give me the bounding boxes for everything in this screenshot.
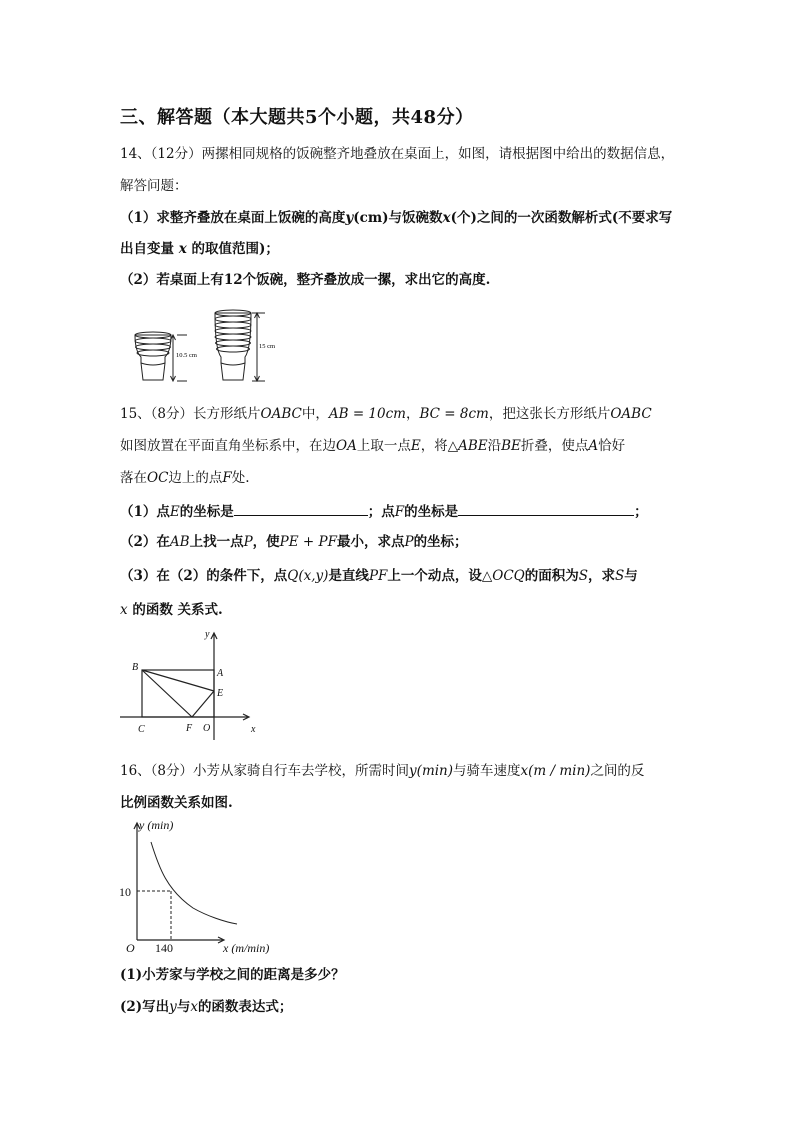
q15-l2-d: 沿 xyxy=(487,438,502,454)
q15-l2-a-pt: A xyxy=(588,438,599,454)
q14-part2: （2）若桌面上有12个饭碗，整齐叠放成一摞，求出它的高度. xyxy=(120,272,491,288)
q16-part2 xyxy=(120,998,292,1016)
q15-p3-pf: PF xyxy=(368,568,388,584)
q15-p2-c: ，使 xyxy=(252,534,280,550)
label-c: C xyxy=(138,724,145,735)
q15-p1-e: E xyxy=(169,504,180,520)
label-y: y xyxy=(205,629,210,640)
q15-p3-q: Q(x,y) xyxy=(287,568,329,584)
graph-origin: O xyxy=(126,941,135,954)
graph-ylabel: y (min) xyxy=(139,818,174,832)
q15-l3-a: 落在 xyxy=(120,470,147,486)
inverse-curve xyxy=(151,842,237,924)
left-bowl-stack xyxy=(135,332,171,380)
q16-l1-y: y xyxy=(409,763,417,779)
q15-l2-be: BE xyxy=(501,438,521,454)
q15-p2-p: P xyxy=(243,534,253,550)
q15-p3-s2: S xyxy=(615,568,625,584)
q15-p1-a: （1）点 xyxy=(120,504,170,520)
q15-l1-a: 15、（8分）长方形纸片 xyxy=(120,406,261,422)
q15-p2-sum: PE + PF xyxy=(279,534,337,550)
q15-p1-f: F xyxy=(394,504,405,520)
q15-l2-e2: 折叠，使点 xyxy=(520,438,589,454)
q14-part1-line2-b: 的取值范围)； xyxy=(191,241,279,257)
q14-part1-line2-a: 出自变量 xyxy=(120,241,174,257)
q16-p2-c: 的函数表达式； xyxy=(197,999,293,1015)
q16-l1-b: 与骑车速度 xyxy=(453,763,521,779)
q16-l1-x: x xyxy=(520,763,529,779)
q15-p2-e: 的坐标； xyxy=(413,534,468,550)
q15-l3-oc: OC xyxy=(147,470,169,486)
q15-l1-b: 中， xyxy=(301,406,329,422)
q15-p3-a: （3）在（2）的条件下，点 xyxy=(120,568,288,584)
q15-p2-b: 上找一点 xyxy=(189,534,244,550)
label-f: F xyxy=(186,723,193,734)
q15-l1-oabc2: OABC xyxy=(610,406,652,422)
q16-graph xyxy=(115,812,315,954)
q16-p2-a: (2)写出 xyxy=(120,999,170,1015)
segment-fe xyxy=(192,691,214,717)
q16-l1-a: 16、（8分）小芳从家骑自行车去学校，所需时间 xyxy=(120,763,410,779)
left-height-label: 10.5 cm xyxy=(176,352,197,359)
q15-p3-b: 是直线 xyxy=(328,568,369,584)
q15-p3-tri: △OCQ xyxy=(481,568,525,584)
q15-l2-tri: △ABE xyxy=(447,438,488,454)
right-bowl-stack xyxy=(215,310,251,380)
q15-answer-f-blank[interactable] xyxy=(458,501,634,516)
label-b: B xyxy=(132,662,139,673)
q15-l2-a: 如图放置在平面直角坐标系中，在边 xyxy=(120,438,336,454)
q15-p4-x: x xyxy=(120,602,128,618)
label-x: x xyxy=(251,724,256,735)
q16-l1-c: 之间的反 xyxy=(590,763,645,779)
q15-l2-oa: OA xyxy=(336,438,357,454)
q14-part1-line2-x: x xyxy=(178,241,187,257)
q15-figure xyxy=(120,628,270,740)
q15-l1-oabc: OABC xyxy=(260,406,302,422)
graph-xlabel: x (m/min) xyxy=(223,941,270,954)
q15-p1-d: 的坐标是 xyxy=(404,504,459,520)
q15-line3 xyxy=(120,469,250,487)
label-a: A xyxy=(217,668,224,679)
section-title: 三、解答题（本大题共5个小题，共48分） xyxy=(120,107,474,128)
q14-part1-y: y xyxy=(345,210,354,226)
q15-answer-e-blank[interactable] xyxy=(234,501,368,516)
q15-p3-c: 上一个动点，设 xyxy=(387,568,482,584)
q16-l1-unit-x: (m / min) xyxy=(528,763,591,779)
q15-p1-b: 的坐标是 xyxy=(179,504,234,520)
q15-p3-e: ，求 xyxy=(588,568,615,584)
q15-l1-ab: AB = 10cm xyxy=(328,406,406,422)
q14-part1-text-a: （1）求整齐叠放在桌面上饭碗的高度 xyxy=(120,210,346,226)
q16-part1: (1)小芳家与学校之间的距离是多少？ xyxy=(120,967,345,983)
q16-line1 xyxy=(120,762,644,780)
q15-part2 xyxy=(120,533,468,551)
graph-xtick: 140 xyxy=(155,941,173,954)
label-e: E xyxy=(217,688,224,699)
q15-p2-p2: P xyxy=(404,534,414,550)
q15-p1-end: ； xyxy=(634,504,648,520)
q15-l2-f: 恰好 xyxy=(598,438,626,454)
q16-p2-b: 与 xyxy=(176,999,191,1015)
q14-part1-line2 xyxy=(120,240,279,258)
q15-l1-bc: BC = 8cm xyxy=(419,406,489,422)
right-height-label: 15 cm xyxy=(259,343,276,350)
q15-l3-f: F xyxy=(222,470,232,486)
q15-p1-c: ；点 xyxy=(367,504,395,520)
bowls-figure xyxy=(125,305,295,390)
q14-part1-text-b: (cm)与饭碗数 xyxy=(353,210,443,226)
q14-part1-line1 xyxy=(120,209,672,227)
q14-part1-text-c: (个)之间的一次函数解析式(不要求写 xyxy=(450,210,673,226)
q15-part3 xyxy=(120,567,638,585)
q15-part3-line2 xyxy=(120,601,223,619)
q16-line2: 比例函数关系如图. xyxy=(120,795,233,811)
q15-p3-d: 的面积为 xyxy=(524,568,579,584)
label-o: O xyxy=(203,723,211,734)
q15-l2-b: 上取一点 xyxy=(356,438,411,454)
q15-l3-b: 边上的点 xyxy=(168,470,223,486)
q14-line1: 14、（12分）两摞相同规格的饭碗整齐地叠放在桌面上，如图，请根据图中给出的数据信息， xyxy=(120,146,675,162)
q15-l2-e: E xyxy=(410,438,421,454)
q15-l1-c: ，把这张长方形纸片 xyxy=(488,406,611,422)
q16-l1-unit-y: (min) xyxy=(416,763,454,779)
q15-p4-a: 的函数 关系式. xyxy=(132,602,223,618)
q15-l2-c: ，将 xyxy=(420,438,448,454)
graph-ytick: 10 xyxy=(119,885,131,899)
q15-l1-comma: ， xyxy=(405,406,420,422)
q16-p2-x: x xyxy=(190,999,198,1015)
q15-p2-ab: AB xyxy=(169,534,190,550)
q15-p3-f: 与 xyxy=(624,568,638,584)
q15-line2 xyxy=(120,437,625,455)
q15-p2-a: （2）在 xyxy=(120,534,170,550)
q15-part1 xyxy=(120,501,648,521)
q16-p2-y: y xyxy=(169,999,177,1015)
q15-l3-c: 处. xyxy=(231,470,250,486)
rectangle-oabc xyxy=(142,670,214,717)
q15-p3-s: S xyxy=(578,568,588,584)
q14-line2: 解答问题： xyxy=(120,178,188,194)
q15-p2-d: 最小，求点 xyxy=(336,534,405,550)
q15-line1 xyxy=(120,405,652,423)
q14-part1-x: x xyxy=(442,210,451,226)
